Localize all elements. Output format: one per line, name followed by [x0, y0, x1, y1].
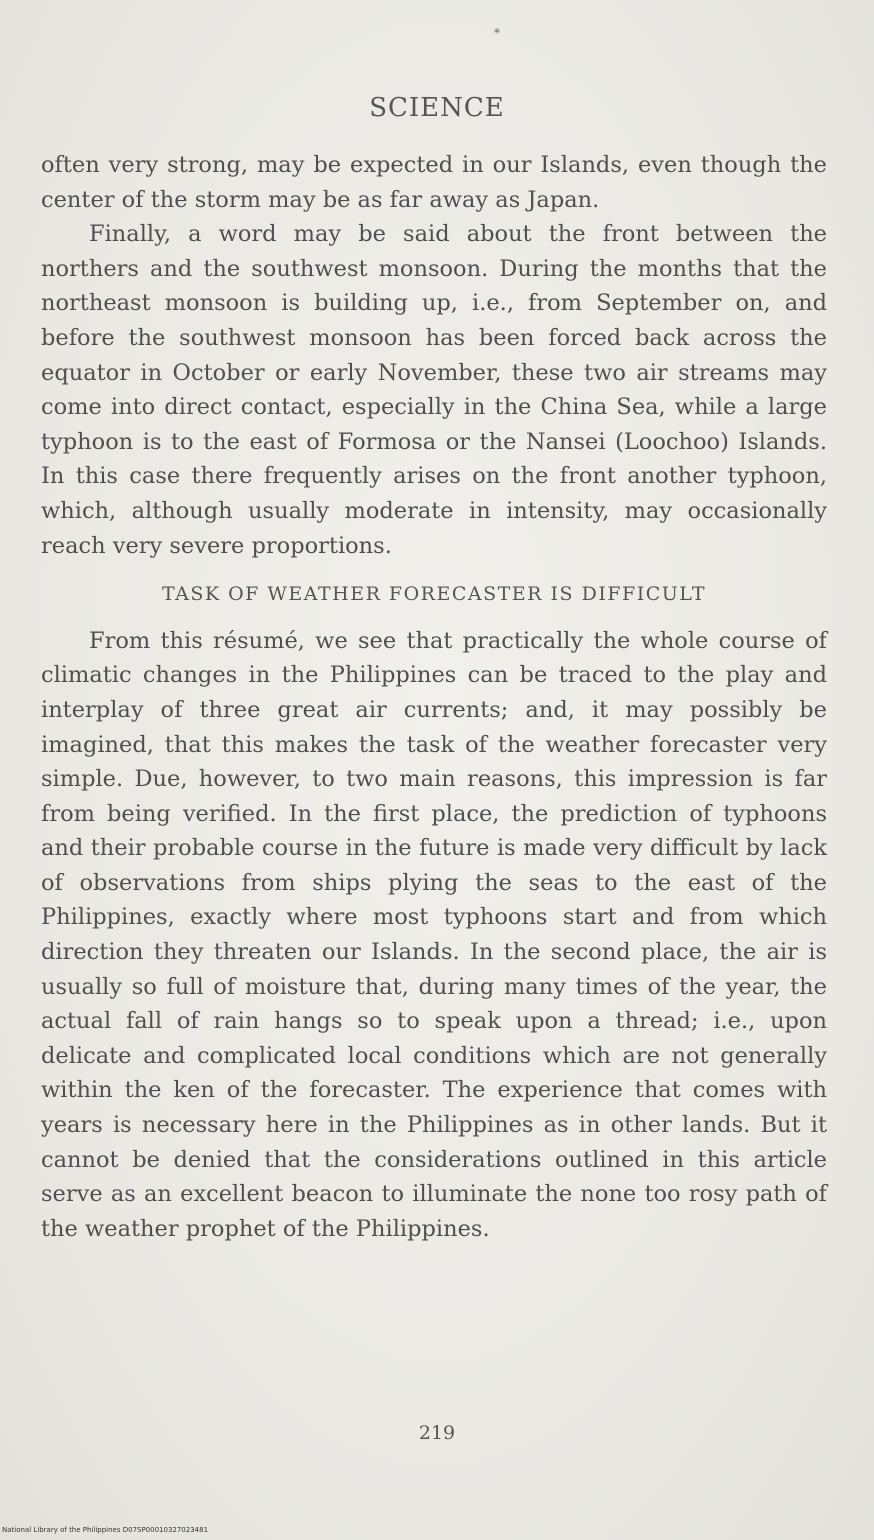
source-watermark: National Library of the Philippines D07SP00010327023481 [2, 1526, 209, 1534]
running-head: SCIENCE [369, 93, 505, 123]
paragraph-front: Finally, a word may be said about the front between the northers and the southwest monsoon. During the months that the northeast monsoon is building up, i.e., from September on, and before the southwest monsoon has been forced back across the equator in October or early November, these two air streams may come into direct contact, especially in the China Sea, while a large typhoon is to the east of Formosa or the Nansei (Loochoo) Islands. In this case there frequently arises on the front another typhoon, which, although usually moderate in intensity, may occasionally reach very severe proportions. [41, 221, 827, 559]
paragraph-forecaster: From this résumé, we see that practically the whole course of climatic changes in the Philippines can be traced to the play and interplay of three great air currents; and, it may possibly be imagined, that this makes the task of the weather forecaster very simple. Due, however, to two main reasons, this impression is far from being verified. In the first place, the prediction of typhoons and their probable course in the future is made very difficult by lack of observations from ships plying the seas to the east of the Philippines, exactly where most typhoons start and from which direction they threaten our Islands. In the second place, the air is usually so full of moisture that, during many times of the year, the actual fall of rain hangs so to speak upon a thread; i.e., upon delicate and complicated local conditions which are not generally within the ken of the forecaster. The experience that comes with years is necessary here in the Philippines as in other lands. But it cannot be denied that the considerations outlined in this article serve as an excellent beacon to illuminate the none too rosy path of the weather prophet of the Philippines. [41, 627, 827, 1242]
section-heading: TASK OF WEATHER FORECASTER IS DIFFICULT [161, 583, 706, 606]
scan-mark: * [494, 26, 500, 40]
paragraph-continued: often very strong, may be expected in our Islands, even though the center of the storm may be as far away as Japan. [41, 152, 827, 213]
page-number: 219 [418, 1422, 456, 1444]
article-body [41, 148, 827, 1246]
